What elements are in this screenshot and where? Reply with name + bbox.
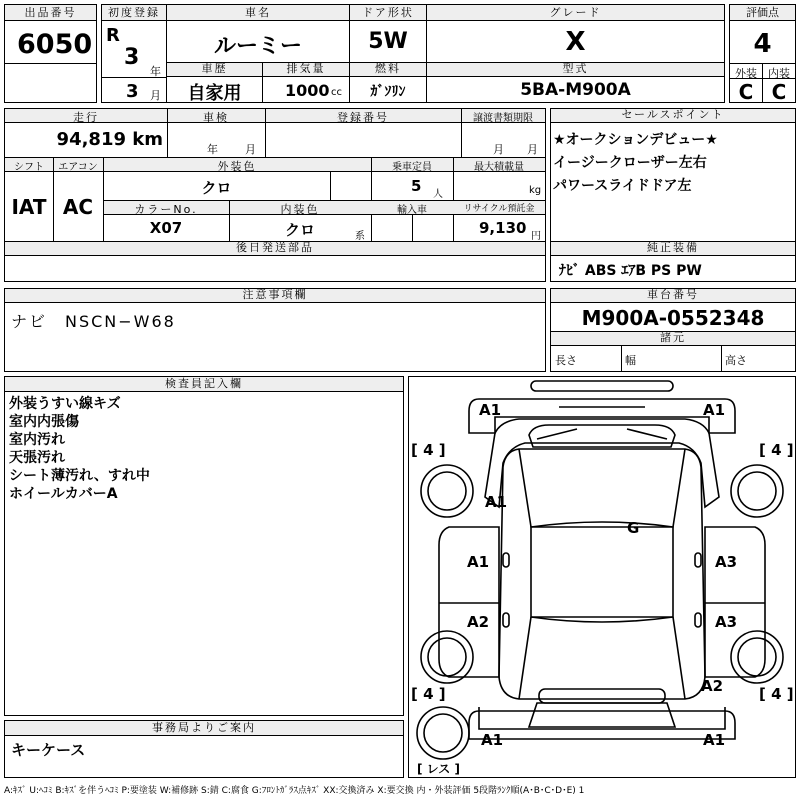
genuine-equipment-value: ﾅﾋﾞ ABS ｴｱB PS PW [559, 263, 702, 279]
reg-month-value: 3 [126, 81, 139, 102]
label-door-rr: A3 [715, 613, 738, 631]
label-rear-left: A1 [481, 731, 504, 749]
exterior-label: 外装 [735, 67, 757, 80]
car-name-label: 車名 [167, 5, 349, 21]
grade-cell [426, 4, 725, 63]
score-label: 評価点 [730, 5, 795, 21]
era-value: R [106, 25, 120, 46]
yen-unit: 円 [531, 231, 541, 242]
label-hood: A1 [485, 493, 508, 511]
displacement-label: 排気量 [263, 63, 349, 77]
office-info-block [4, 720, 404, 778]
genuine-equipment-label: 純正装備 [551, 242, 795, 256]
month-unit: 月 [150, 89, 161, 102]
door-type-value: 5W [368, 29, 408, 54]
label-tire-fl: [ 4 ] [411, 441, 446, 459]
later-parts-label: 後日発送部品 [5, 242, 545, 256]
capacity-label: 乗車定員 [392, 162, 432, 173]
shift-value: IAT [11, 195, 47, 219]
office-info-value: キーケース [11, 741, 86, 759]
sales-point-3: パワースライドドア左 [553, 178, 692, 194]
car-name-cell [166, 4, 350, 63]
lot-number-value: 6050 [17, 29, 93, 60]
model-value: 5BA-M900A [520, 80, 631, 100]
vehicle-info-block [4, 108, 546, 282]
model-label: 型式 [427, 63, 724, 77]
inspector-line-3: 室内汚れ [9, 432, 65, 448]
lot-number-cell [4, 4, 97, 103]
label-door-fr: A3 [715, 553, 738, 571]
notes-label: 注意事項欄 [5, 289, 545, 303]
notes-value: ナビ NSCN−W68 [11, 312, 176, 331]
deadline-day-unit: 月 [527, 143, 538, 156]
inspector-notes-label: 検査員記入欄 [5, 377, 403, 392]
reg-number-label: 登録番号 [337, 111, 389, 124]
color-no-label: カラーNo. [134, 203, 198, 216]
damage-diagram-block [408, 376, 796, 778]
interior-color-label: 内装色 [280, 203, 320, 216]
inspector-line-1: 外装うすい線キズ [9, 396, 121, 412]
exterior-color-label: 外装色 [217, 160, 257, 173]
inspector-line-2: 室内内張傷 [9, 414, 79, 430]
label-windshield: G [627, 519, 640, 537]
interior-label: 内装 [768, 67, 790, 80]
history-value: 自家用 [187, 83, 242, 104]
inspector-notes-block [4, 376, 404, 716]
mileage-label: 走行 [73, 111, 99, 124]
series-unit: 系 [355, 231, 365, 242]
label-rear-right: A1 [703, 731, 726, 749]
fuel-value: ｶﾞｿﾘﾝ [370, 84, 406, 100]
lot-number-label: 出品番号 [5, 5, 96, 21]
cc-unit: cc [331, 87, 342, 98]
exterior-color-value: クロ [201, 179, 232, 197]
score-cell [729, 4, 796, 103]
mileage-value: 94,819 km [56, 129, 163, 150]
grade-label: グレード [427, 5, 724, 21]
inspection-year-unit: 年 [207, 143, 218, 156]
label-quarter-right: A2 [701, 677, 724, 695]
office-info-label: 事務局よりご案内 [5, 721, 403, 736]
label-tire-fr: [ 4 ] [759, 441, 794, 459]
inspector-line-5: シート薄汚れ、すれ中 [9, 468, 150, 484]
length-label: 長さ [555, 354, 577, 367]
label-front-right: A1 [703, 401, 726, 419]
year-unit: 年 [150, 65, 161, 78]
score-value: 4 [753, 29, 772, 59]
interior-score-value: C [771, 80, 787, 104]
displacement-cell [262, 62, 350, 103]
transfer-deadline-label: 譲渡書類期限 [473, 113, 533, 124]
reg-year-value: 3 [124, 45, 140, 70]
sales-point-1: ★オークションデビュー★ [553, 132, 718, 148]
door-type-label: ドア形状 [350, 5, 426, 21]
recycle-fee-label: リサイクル預託金 [463, 204, 535, 214]
specs-label: 諸元 [551, 332, 795, 346]
sales-point-block [550, 108, 796, 282]
recycle-fee-value: 9,130 [479, 219, 527, 237]
deadline-month-unit: 月 [493, 143, 504, 156]
kg-unit: kg [529, 185, 542, 196]
legend-text: A:ｷｽﾞ U:ﾍｺﾐ B:ｷｽﾞを伴うﾍｺﾐ P:要塗装 W:補修跡 S:錆 C:腐食 G:ﾌﾛﾝﾄｶﾞﾗｽ点ｷｽﾞ XX:交換済み X:要交換 内・外装評価 5段階ﾗﾝｸ順(A･B･C･D･E) 1 [4, 786, 585, 796]
label-spare: [ レス ] [417, 762, 460, 776]
inspector-line-6: ホイールカバーA [9, 486, 118, 502]
import-label: 輸入車 [397, 205, 427, 216]
capacity-value: 5 [411, 177, 422, 195]
shift-label: シフト [14, 162, 44, 173]
model-cell [426, 62, 725, 103]
history-cell [166, 62, 263, 103]
aircon-value: AC [62, 195, 94, 219]
fuel-label: 燃料 [350, 63, 426, 77]
fuel-cell [349, 62, 427, 103]
chassis-number-label: 車台番号 [551, 289, 795, 303]
first-registration-label: 初度登録 [102, 5, 166, 21]
history-label: 車歴 [167, 63, 262, 77]
label-tire-rr: [ 4 ] [759, 685, 794, 703]
aircon-label: エアコン [58, 162, 98, 173]
label-door-rl: A2 [467, 613, 490, 631]
inspection-label: 車検 [203, 111, 229, 124]
chassis-block [550, 288, 796, 372]
grade-value: X [565, 27, 586, 57]
inspection-month-unit: 月 [245, 143, 256, 156]
exterior-score-value: C [738, 80, 754, 104]
person-unit: 人 [433, 189, 443, 200]
first-registration-cell [101, 4, 167, 103]
interior-color-value: クロ [284, 221, 315, 239]
label-front-left: A1 [479, 401, 502, 419]
height-label: 高さ [725, 354, 747, 367]
door-type-cell [349, 4, 427, 63]
car-name-value: ルーミー [213, 34, 302, 59]
notes-block [4, 288, 546, 372]
car-diagram [409, 377, 795, 777]
sales-point-label: セールスポイント [551, 109, 795, 123]
displacement-value: 1000 [285, 81, 330, 100]
inspector-line-4: 天張汚れ [9, 450, 65, 466]
width-label: 幅 [625, 354, 636, 367]
label-door-fl: A1 [467, 553, 490, 571]
label-tire-rl: [ 4 ] [411, 685, 446, 703]
color-no-value: X07 [149, 219, 183, 237]
chassis-number-value: M900A-0552348 [581, 306, 765, 330]
max-load-label: 最大積載量 [474, 162, 524, 173]
sales-point-2: イージークローザー左右 [553, 155, 707, 171]
